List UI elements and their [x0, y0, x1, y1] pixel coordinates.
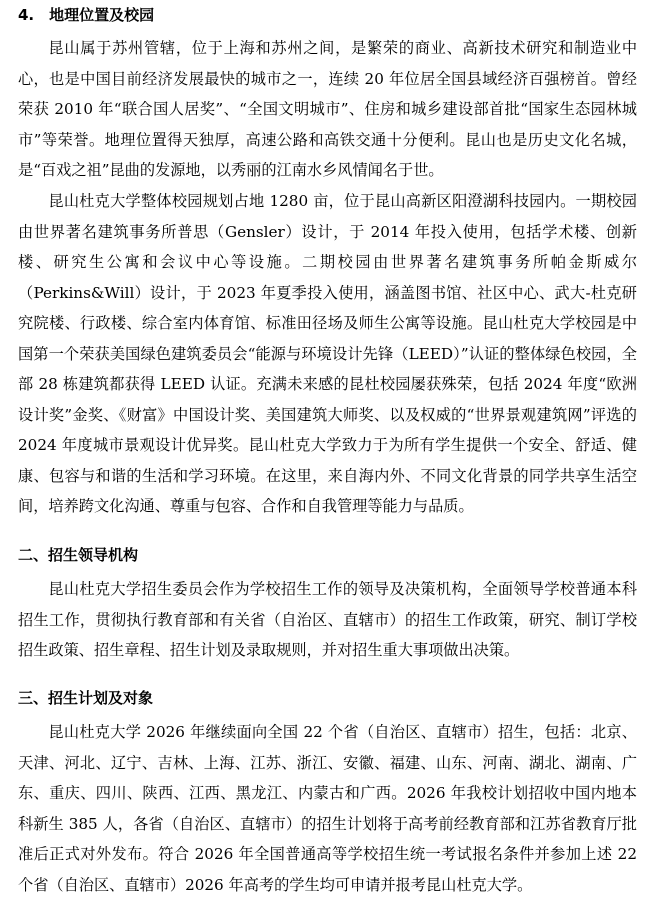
section-heading-location-campus: 4. 地理位置及校园 — [18, 6, 155, 24]
paragraph-kunshan-overview: 昆山属于苏州管辖，位于上海和苏州之间，是繁荣的商业、高新技术研究和制造业中心，也是中国目前经济发展最快的城市之一，连续 20 年位居全国县域经济百强榜首。曾经荣获 2010 年“联合国人居奖”、“全国文明城市”、住房和城乡建设部首批“国家生态园林城市”等荣誉。地理位置得天独厚，高速公路和高铁交通十分便利。昆山也是历史文化名城，是“百戏之祖”昆曲的发源地，以秀丽的江南水乡风情闻名于世。 — [18, 39, 637, 179]
paragraph-enrollment-plan: 昆山杜克大学 2026 年继续面向全国 22 个省（自治区、直辖市）招生，包括：北京、天津、河北、辽宁、吉林、上海、江苏、浙江、安徽、福建、山东、河南、湖北、湖南、广东、重庆、四川、陕西、江西、黑龙江、内蒙古和广西。2026 年我校计划招收中国内地本科新生 385 人，各省（自治区、直辖市）的招生计划将于高考前经教育部和江苏省教育厅批准后正式对外发布。符合 2026 年全国普通高等学校招生统一考试报名条件并参加上述 22 个省（自治区、直辖市）2026 年高考的学生均可申请并报考昆山杜克大学。 — [18, 723, 637, 894]
section-heading-admissions-leadership: 二、招生领导机构 — [18, 546, 139, 564]
paragraph-campus-description: 昆山杜克大学整体校园规划占地 1280 亩，位于昆山高新区阳澄湖科技园内。一期校园由世界著名建筑事务所普思（Gensler）设计，于 2014 年投入使用，包括学术楼、创新楼、研究生公寓和会议中心等设施。二期校园由世界著名建筑事务所帕金斯威尔（Perkins&Will）设计，于 2023 年夏季投入使用，涵盖图书馆、社区中心、武大-杜克研究院楼、行政楼、综合室内体育馆、标准田径场及师生公寓等设施。昆山杜克大学校园是中国第一个荣获美国绿色建筑委员会“能源与环境设计先锋（LEED）”认证的整体绿色校园，全部 28 栋建筑都获得 LEED 认证。充满未来感的昆杜校园屡获殊荣，包括 2024 年度“欧洲设计奖”金奖、《财富》中国设计奖、美国建筑大师奖、以及权威的“世界景观建筑网”评选的 2024 年度城市景观设计优异奖。昆山杜克大学致力于为所有学生提供一个安全、舒适、健康、包容与和谐的生活和学习环境。在这里，来自海内外、不同文化背景的同学共享生活空间，培养跨文化沟通、尊重与包容、合作和自我管理等能力与品质。 — [18, 192, 637, 515]
section-heading-enrollment-plan: 三、招生计划及对象 — [18, 689, 154, 707]
paragraph-admissions-committee: 昆山杜克大学招生委员会作为学校招生工作的领导及决策机构，全面领导学校普通本科招生工作，贯彻执行教育部和有关省（自治区、直辖市）的招生工作政策，研究、制订学校招生政策、招生章程、招生计划及录取规则，并对招生重大事项做出决策。 — [18, 580, 637, 659]
